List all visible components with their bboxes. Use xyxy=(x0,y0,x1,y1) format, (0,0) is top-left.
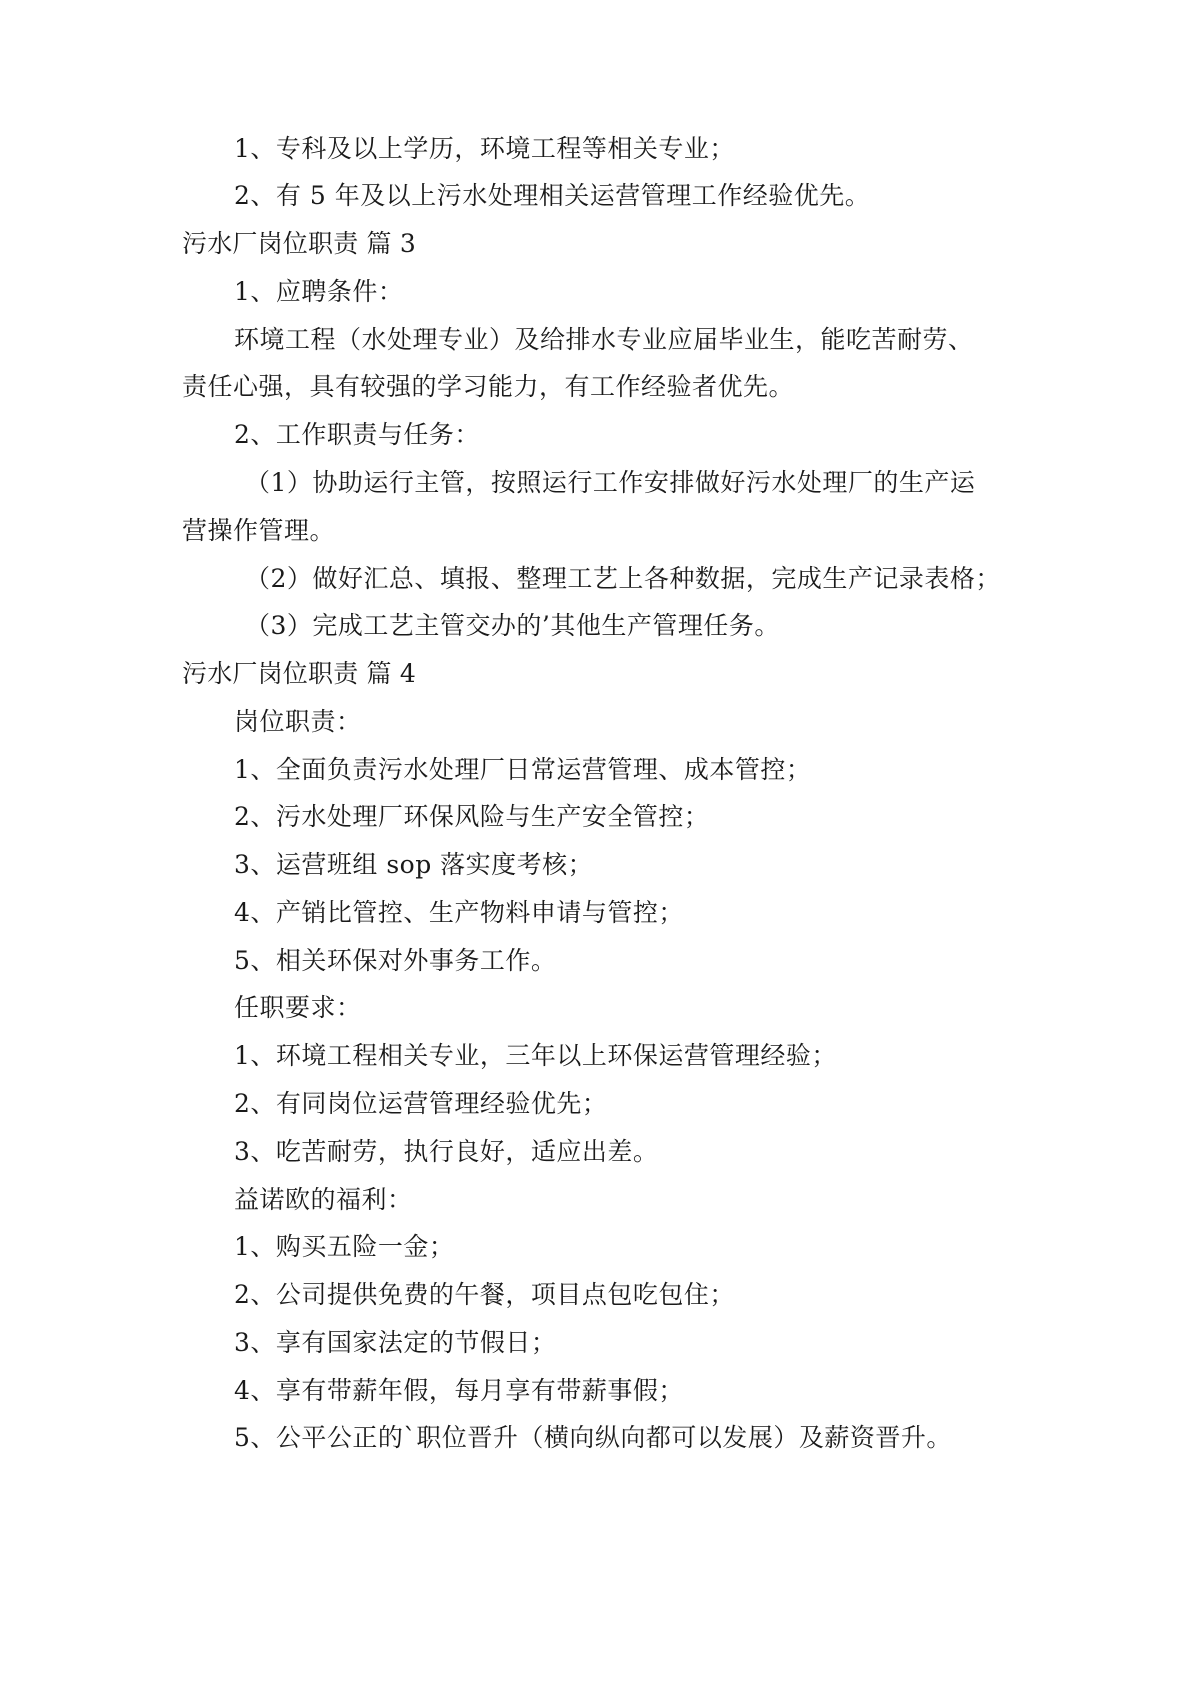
paragraph: 2、有同岗位运营管理经验优先； xyxy=(234,1089,608,1118)
paragraph: 营操作管理。 xyxy=(182,516,336,545)
section-heading: 污水厂岗位职责 篇 4 xyxy=(182,659,417,688)
paragraph: （1）协助运行主管，按照运行工作安排做好污水处理厂的生产运 xyxy=(245,468,976,497)
paragraph: （2）做好汇总、填报、整理工艺上各种数据，完成生产记录表格； xyxy=(245,564,1001,593)
section-heading: 污水厂岗位职责 篇 3 xyxy=(182,229,417,258)
paragraph: 3、享有国家法定的节假日； xyxy=(234,1328,557,1357)
paragraph: 2、公司提供免费的午餐，项目点包吃包住； xyxy=(234,1280,735,1309)
paragraph: 责任心强，具有较强的学习能力，有工作经验者优先。 xyxy=(182,372,795,401)
paragraph: 5、相关环保对外事务工作。 xyxy=(234,946,557,975)
paragraph: 益诺欧的福利： xyxy=(234,1185,413,1214)
paragraph: 4、享有带薪年假，每月享有带薪事假； xyxy=(234,1376,684,1405)
paragraph: 环境工程（水处理专业）及给排水专业应届毕业生，能吃苦耐劳、 xyxy=(234,325,974,354)
paragraph: 2、有 5 年及以上污水处理相关运营管理工作经验优先。 xyxy=(234,181,871,210)
paragraph: 1、环境工程相关专业，三年以上环保运营管理经验； xyxy=(234,1041,837,1070)
paragraph: 1、购买五险一金； xyxy=(234,1232,455,1261)
paragraph: 任职要求： xyxy=(234,993,362,1022)
paragraph: 2、污水处理厂环保风险与生产安全管控； xyxy=(234,802,710,831)
paragraph: 4、产销比管控、生产物料申请与管控； xyxy=(234,898,684,927)
paragraph: 1、全面负责污水处理厂日常运营管理、成本管控； xyxy=(234,755,812,784)
paragraph: 2、工作职责与任务： xyxy=(234,420,480,449)
paragraph: 1、应聘条件： xyxy=(234,277,404,306)
paragraph: 1、专科及以上学历，环境工程等相关专业； xyxy=(234,134,735,163)
paragraph: 3、运营班组 sop 落实度考核； xyxy=(234,850,594,879)
paragraph: 3、吃苦耐劳，执行良好，适应出差。 xyxy=(234,1137,659,1166)
paragraph: （3）完成工艺主管交办的’其他生产管理任务。 xyxy=(245,611,780,640)
paragraph: 5、公平公正的`职位晋升（横向纵向都可以发展）及薪资晋升。 xyxy=(234,1423,952,1452)
paragraph: 岗位职责： xyxy=(234,707,362,736)
